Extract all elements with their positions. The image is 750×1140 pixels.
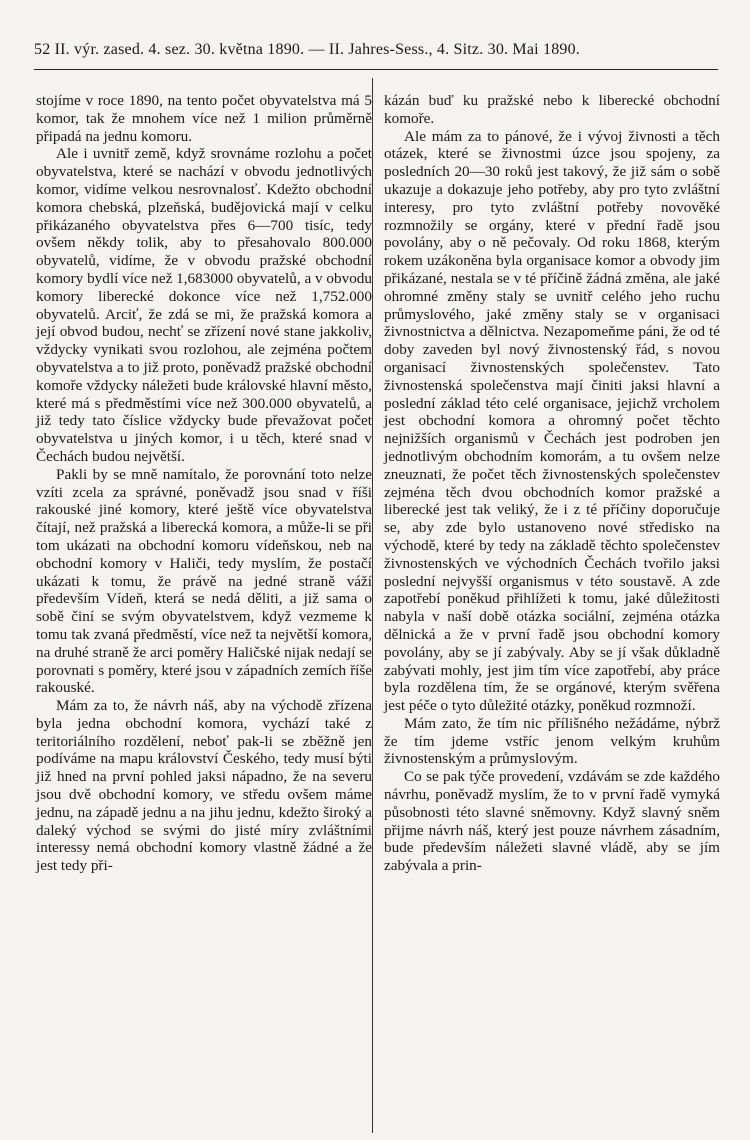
paragraph: Co se pak týče provedení, vzdávám se zde každého návrhu, poněvadž myslím, že to v první řadě vymyká působnosti této slavné sněmovny. Když slavný sněm přijme návrh náš, který jest pouze návrhem zásadním, bude především náležeti slavné vládě, aby se jím zabývala a prin- — [384, 768, 720, 875]
paragraph: Mám za to, že návrh náš, aby na východě zřízena byla jedna obchodní komora, vychází také z teritoriálního rozdělení, neboť pak-li se zběžně jen podíváme na mapu království Českého, tedy musí býti již hned na první pohled jaksi nápadno, že na severu jsou dvě obchodní komory, ve středu ovšem máme jednu, na západě jednu a na jihu jednu, kdežto široký a daleký východ se svými do jisté míry zvláštními interessy nemá obchodní komory vlastně žádné a že jest tedy při- — [36, 697, 372, 875]
paragraph: Ale mám za to pánové, že i vývoj živnosti a těch otázek, které se živnostmi úzce jsou spojeny, za posledních 20—30 roků jest takový, že již sám o sobě ukazuje a dokazuje jeho potřeby, aby pro tyto zvláštní interesy, pro tyto zvláštní potřeby novověké rozmnožily se orgány, které v přední řadě jsou povolány, aby o ně pečovaly. Od roku 1868, kterým rokem uzákoněna byla organisace komor a obvody jim přikázané, nestala se v té příčině žádná změna, ale jaké ohromné změny staly se uvnitř celého jeho ruchu průmyslového, jaké změny staly se v organisaci živnostnictva a dělnictva. Nezapomeňme páni, že od té doby zaveden byl nový živnostenský řád, s novou organisací živnostenských společenstev. Tato živnostenská společenstva mají činiti jaksi hlavní a poslední základ této celé organisace, jejichž vrcholem jest obchodní komora a ohromný počet těchto nejnižších organismů v Čechách jest podroben jen jednotlivým obchodním komorám, a tu ovšem nelze zneuznati, že počet těch živnostenských společenstev zejména těch dvou obchodních komor pražské a liberecké jest tak veliký, že i z té příčiny doporučuje se, aby zde bylo ustanoveno nové středisko na východě, které by tedy na základě těchto společenstev živnostenských ve východních Čechách tvořilo jaksi poslední nejvyšší organismus v této soustavě. A zde zapotřebí poněkud přihlížeti k tomu, jaké důležitosti nabyla v naší době otázka sociální, zejména otázka dělnická a že v první řadě jsou obchodní komory povolány, aby se jí zabývaly. Aby se jí však důkladně zabývati mohly, jest jim tím více zapotřebí, aby práce byla rozdělena tím, že se orgánové, kterým svěřena jest péče o tyto důležité otázky, poněkud rozmnoží. — [384, 127, 720, 715]
paragraph: kázán buď ku pražské nebo k liberecké obchodní komoře. — [384, 92, 720, 127]
left-column — [36, 92, 372, 875]
paragraph: stojíme v roce 1890, na tento počet obyvatelstva má 5 komor, tak že mnohem více než 1 milion průměrně připadá na jednu komoru. — [36, 92, 372, 145]
column-divider — [372, 78, 373, 1133]
header-rule — [34, 69, 718, 70]
paragraph: Ale i uvnitř země, když srovnáme rozlohu a počet obyvatelstva, které se nachází v obvodu jednotlivých komor, vidíme velkou nesrovnalosť. Kdežto obchodní komora chebská, plzeňská, budějovická mají v celku přikázaného obyvatelstva přes 6—700 tisíc, tedy ovšem někdy tolik, aby to přesahovalo 800.000 obyvatelů, vidíme, že v obvodu pražské obchodní komory bydlí více než 1,683000 obyvatelů, a v obvodu komory liberecké dokonce více než 1,752.000 obyvatelů. Arciť, že zdá se mi, že pražská komora a její obvod budou, nechť se zřízení nové stane jakkoliv, vždycky vynikati svou rozlohou, ale zejména počtem obyvatelstva a to již proto, poněvadž pražské obchodní komoře vždycky náležeti bude královské hlavní město, které má s předměstími více než 300.000 obyvatelů, a již tedy tato číslice vždycky bude převažovat počet obyvatelstva u jiných komor, i u těch, které snad v Čechách budou největší. — [36, 145, 372, 465]
paragraph: Pakli by se mně namítalo, že porovnání toto nelze vzíti zcela za správné, poněvadž jsou snad v říši rakouské jiné komory, které ještě více obyvatelstva čítají, než pražská a liberecká komora, a může-li se při tom ukázati na obchodní komoru vídeňskou, neb na obchodní komory v Haliči, tedy myslím, že postačí ukázati k tomu, že právě na jedné straně váží především Vídeň, která se nedá děliti, a již sama o sobě činí se svým obyvatelstvem, když vezmeme k tomu tak zvaná předměstí, více než ta největší komora, na druhé straně že arci poměry Haličské nijak nedají se porovnati s poměry, které jsou v západních zemích říše rakouské. — [36, 465, 372, 697]
right-column — [384, 92, 720, 875]
running-header: 52 II. výr. zased. 4. sez. 30. května 1890. — II. Jahres-Sess., 4. Sitz. 30. Mai 1890. — [34, 41, 580, 58]
paragraph: Mám zato, že tím nic přílišného nežádáme, nýbrž že tím jdeme vstříc jenom velkým kruhům živnostenským a průmyslovým. — [384, 714, 720, 768]
